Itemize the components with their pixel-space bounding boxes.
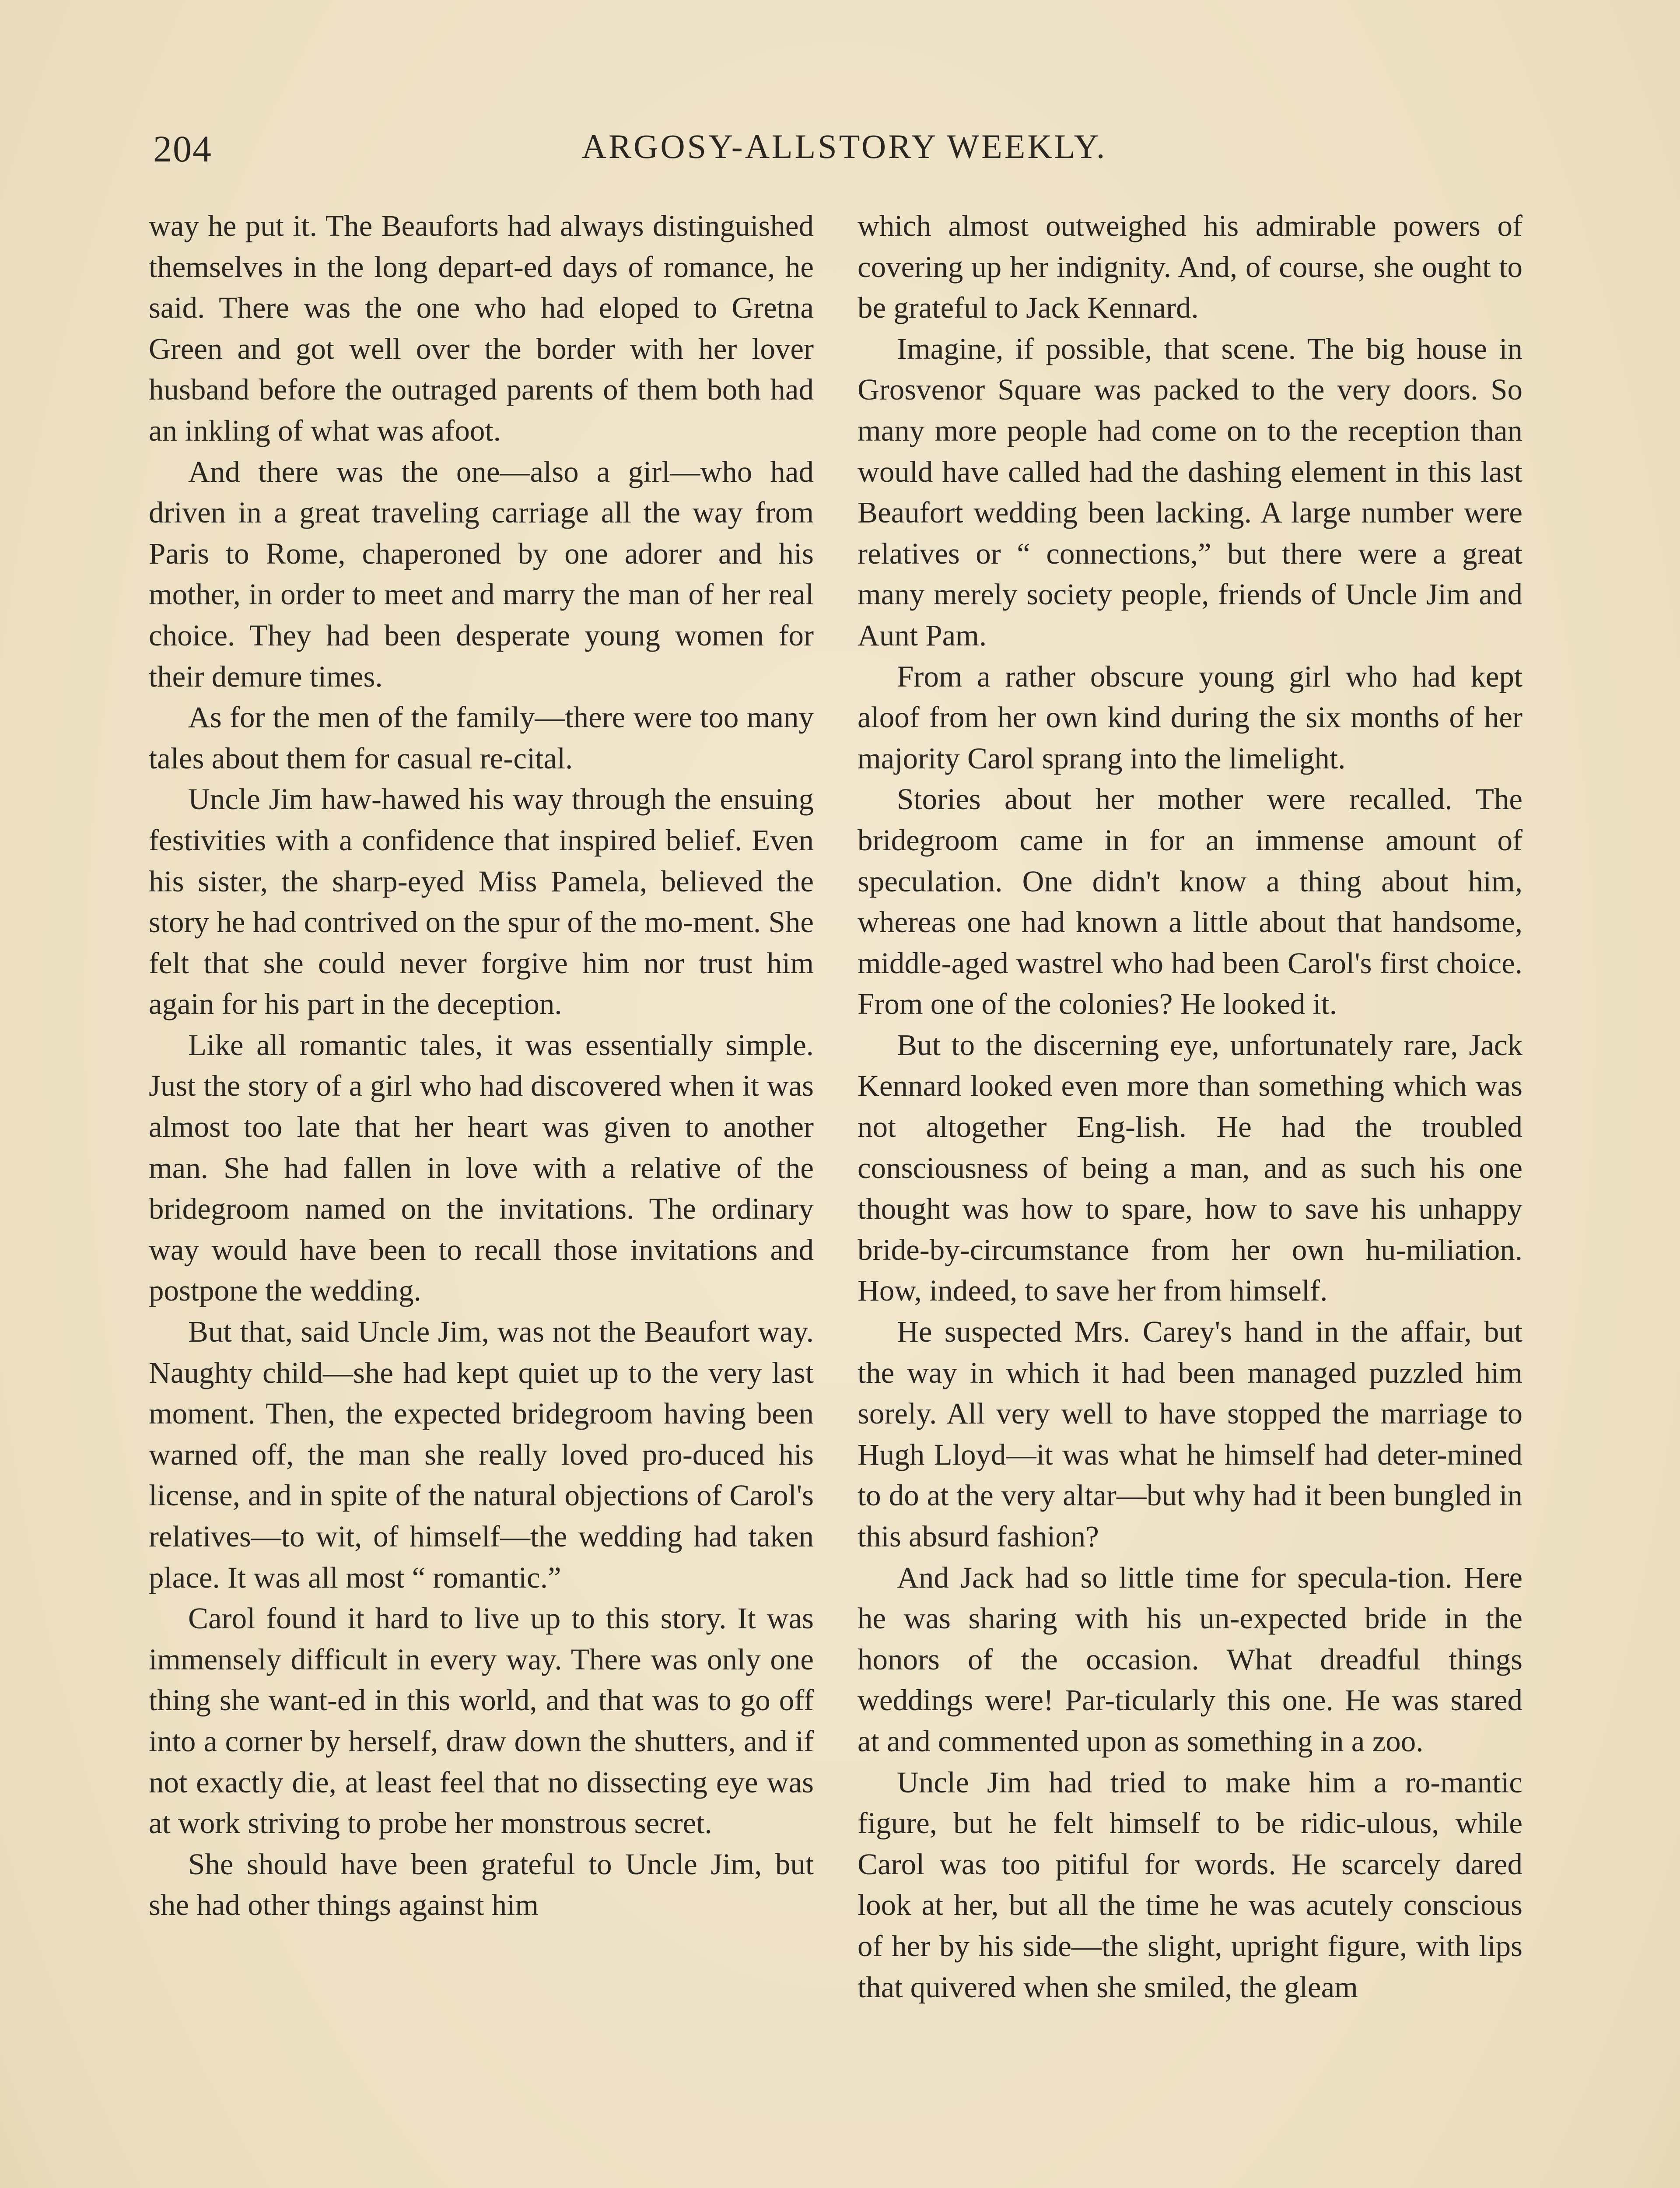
left-column bbox=[149, 206, 814, 1926]
paragraph: And there was the one—also a girl—who had driven in a great traveling carriage all the way from Paris to Rome, chaperoned by one adorer and his mother, in order to meet and marry the man of her real choice. They had been desperate young women for their demure times. bbox=[149, 455, 814, 693]
running-head: ARGOSY-ALLSTORY WEEKLY. bbox=[581, 127, 1107, 165]
page-number: 204 bbox=[153, 128, 212, 170]
paragraph: From a rather obscure young girl who had kept aloof from her own kind during the six months of her majority Carol sprang into the limelight. bbox=[858, 659, 1522, 775]
paragraph: Imagine, if possible, that scene. The big house in Grosvenor Square was packed to the very doors. So many more people had come on to the reception than would have called had the dashing element in this last Beaufort wedding been lacking. A large number were relatives or “ connections,” but there were a great many merely society people, friends of Uncle Jim and Aunt Pam. bbox=[858, 332, 1522, 652]
paragraph: She should have been grateful to Uncle Jim, but she had other things against him bbox=[149, 1847, 814, 1922]
paragraph: As for the men of the family—there were too many tales about them for casual re-cital. bbox=[149, 701, 814, 775]
paragraph: Carol found it hard to live up to this story. It was immensely difficult in every way. There was only one thing she want-ed in this world, and that was to go off into a corner by herself, draw down the shutters, and if not exactly die, at least feel that no dissecting eye was at work striving to probe her monstrous secret. bbox=[149, 1602, 814, 1840]
paragraph: But to the discerning eye, unfortunately rare, Jack Kennard looked even more than something which was not altogether Eng-lish. He had the troubled consciousness of being a man, and as such his one thought was how to spare, how to save his unhappy bride-by-circumstance from her own hu-miliation. How, indeed, to save her from himself. bbox=[858, 1028, 1522, 1308]
paragraph: way he put it. The Beauforts had always distinguished themselves in the long depart-ed days of romance, he said. There was the one who had eloped to Gretna Green and got well over the border with her lover husband before the outraged parents of them both had an inkling of what was afoot. bbox=[149, 209, 814, 447]
paragraph: which almost outweighed his admirable powers of covering up her indignity. And, of course, she ought to be grateful to Jack Kennard. bbox=[858, 209, 1522, 325]
right-column bbox=[858, 206, 1522, 2008]
paragraph: Stories about her mother were recalled. The bridegroom came in for an immense amount of speculation. One didn't know a thing about him, whereas one had known a little about that handsome, middle-aged wastrel who had been Carol's first choice. From one of the colonies? He looked it. bbox=[858, 782, 1522, 1021]
paragraph: And Jack had so little time for specula-tion. Here he was sharing with his un-expected bride in the honors of the occasion. What dreadful things weddings were! Par-ticularly this one. He was stared at and commented upon as something in a zoo. bbox=[858, 1560, 1522, 1758]
paragraph: He suspected Mrs. Carey's hand in the affair, but the way in which it had been managed puzzled him sorely. All very well to have stopped the marriage to Hugh Lloyd—it was what he himself had deter-mined to do at the very altar—but why had it been bungled in this absurd fashion? bbox=[858, 1315, 1522, 1553]
paragraph: Uncle Jim had tried to make him a ro-mantic figure, but he felt himself to be ridic-ulous, while Carol was too pitiful for words. He scarcely dared look at her, but all the time he was acutely conscious of her by his side—the slight, upright figure, with lips that quivered when she smiled, the gleam bbox=[858, 1765, 1522, 2004]
paragraph: But that, said Uncle Jim, was not the Beaufort way. Naughty child—she had kept quiet up to the very last moment. Then, the expected bridegroom having been warned off, the man she really loved pro-duced his license, and in spite of the natural objections of Carol's relatives—to wit, of himself—the wedding had taken place. It was all most “ romantic.” bbox=[149, 1315, 814, 1594]
paragraph: Uncle Jim haw-hawed his way through the ensuing festivities with a confidence that inspired belief. Even his sister, the sharp-eyed Miss Pamela, believed the story he had contrived on the spur of the mo-ment. She felt that she could never forgive him nor trust him again for his part in the deception. bbox=[149, 782, 814, 1021]
paragraph: Like all romantic tales, it was essentially simple. Just the story of a girl who had discovered when it was almost too late that her heart was given to another man. She had fallen in love with a relative of the bridegroom named on the invitations. The ordinary way would have been to recall those invitations and postpone the wedding. bbox=[149, 1028, 814, 1308]
page-header bbox=[153, 127, 1536, 179]
